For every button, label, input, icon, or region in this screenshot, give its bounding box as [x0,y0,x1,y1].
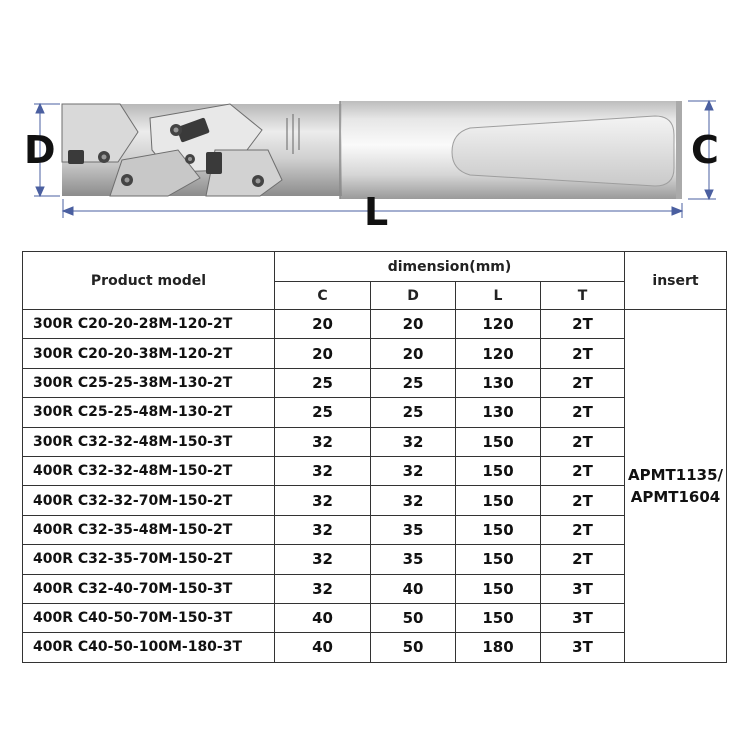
t-cell: 3T [541,574,625,603]
insert-cell [625,310,727,663]
c-cell: 40 [275,633,371,662]
insert-value-line1: APMT1135/ [628,465,723,484]
t-cell: 2T [541,545,625,574]
t-cell: 2T [541,339,625,368]
c-cell: 32 [275,486,371,515]
dimension-l-label: L [364,190,389,234]
table-row [23,515,727,544]
t-cell: 2T [541,310,625,339]
table-row [23,633,727,662]
shank-end [676,101,682,199]
d-cell: 32 [371,427,456,456]
table-row [23,339,727,368]
t-cell: 2T [541,515,625,544]
d-cell: 50 [371,603,456,632]
c-cell: 32 [275,456,371,485]
neck [280,104,342,196]
l-cell: 120 [456,310,541,339]
model-cell: 300R C25-25-38M-130-2T [23,368,275,397]
t-cell: 2T [541,456,625,485]
t-cell: 3T [541,633,625,662]
col-l-header: L [456,282,541,310]
d-cell: 20 [371,310,456,339]
tool-drawing [0,0,750,245]
d-cell: 35 [371,545,456,574]
c-cell: 25 [275,398,371,427]
model-cell: 400R C40-50-70M-150-3T [23,603,275,632]
model-cell: 300R C20-20-38M-120-2T [23,339,275,368]
t-cell: 3T [541,603,625,632]
l-cell: 130 [456,368,541,397]
c-cell: 32 [275,427,371,456]
table-row [23,456,727,485]
c-cell: 40 [275,603,371,632]
table-row [23,603,727,632]
spec-table [22,251,727,663]
l-cell: 150 [456,427,541,456]
model-cell: 400R C32-32-48M-150-2T [23,456,275,485]
d-cell: 25 [371,398,456,427]
col-t-header: T [541,282,625,310]
l-cell: 130 [456,398,541,427]
c-cell: 20 [275,310,371,339]
d-cell: 40 [371,574,456,603]
model-cell: 300R C32-32-48M-150-3T [23,427,275,456]
d-cell: 32 [371,456,456,485]
model-cell: 400R C32-35-70M-150-2T [23,545,275,574]
c-cell: 25 [275,368,371,397]
table-row [23,427,727,456]
model-cell: 400R C40-50-100M-180-3T [23,633,275,662]
model-cell: 400R C32-32-70M-150-2T [23,486,275,515]
dimension-header: dimension(mm) [275,252,625,282]
t-cell: 2T [541,398,625,427]
l-cell: 150 [456,545,541,574]
t-cell: 2T [541,427,625,456]
model-cell: 300R C25-25-48M-130-2T [23,398,275,427]
l-cell: 150 [456,574,541,603]
col-d-header: D [371,282,456,310]
l-cell: 120 [456,339,541,368]
table-row [23,310,727,339]
l-cell: 150 [456,515,541,544]
insert-value-line2: APMT1604 [630,487,721,506]
table-row [23,368,727,397]
model-cell: 300R C20-20-28M-120-2T [23,310,275,339]
l-cell: 150 [456,486,541,515]
table-row [23,398,727,427]
t-cell: 2T [541,368,625,397]
model-cell: 400R C32-35-48M-150-2T [23,515,275,544]
product-model-header: Product model [23,252,275,310]
l-cell: 150 [456,603,541,632]
table-row [23,545,727,574]
d-cell: 32 [371,486,456,515]
dimension-c-label: C [691,128,719,172]
c-cell: 32 [275,515,371,544]
d-cell: 35 [371,515,456,544]
table-row [23,486,727,515]
l-cell: 150 [456,456,541,485]
model-cell: 400R C32-40-70M-150-3T [23,574,275,603]
d-cell: 50 [371,633,456,662]
c-cell: 32 [275,545,371,574]
col-c-header: C [275,282,371,310]
d-cell: 20 [371,339,456,368]
l-cell: 180 [456,633,541,662]
d-cell: 25 [371,368,456,397]
dimension-d-label: D [24,128,56,172]
t-cell: 2T [541,486,625,515]
c-cell: 20 [275,339,371,368]
table-row [23,574,727,603]
insert-header: insert [625,252,727,310]
table-header-row [23,252,727,282]
c-cell: 32 [275,574,371,603]
